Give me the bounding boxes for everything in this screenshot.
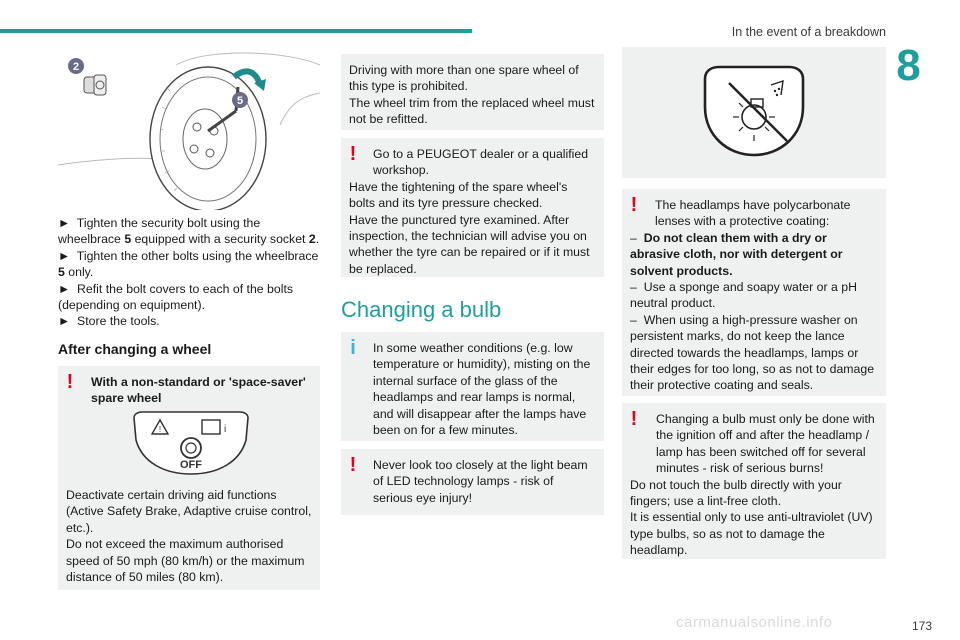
polycarbonate-bold-item: – Do not clean them with a dry or abrasive cloth, nor with detergent or solvent products. bbox=[630, 230, 843, 278]
dealer-warning-line-1: Have the tightening of the spare wheel's bolts and its tyre pressure checked. bbox=[349, 179, 568, 211]
callout-5-label: 5 bbox=[236, 95, 244, 107]
led-warning bbox=[341, 449, 604, 515]
polycarbonate-item-2: – When using a high-pressure washer on persistent marks, do not keep the lance directed towards the headlamps, lamps or their edges for too long, so as not to damage their protective coating and seals. bbox=[630, 312, 875, 393]
polycarbonate-first: The headlamps have polycarbonate lenses with a protective coating: bbox=[655, 198, 851, 229]
warning-icon: ! bbox=[66, 371, 74, 393]
svg-text:!: ! bbox=[158, 425, 162, 434]
step-3: ► Refit the bolt covers to each of the bolts (depending on equipment). bbox=[58, 281, 294, 313]
callout-2-label: 2 bbox=[72, 61, 80, 73]
spare-wheel-note bbox=[341, 54, 604, 130]
step-2: ► Tighten the other bolts using the wheelbrace 5 only. bbox=[58, 248, 319, 280]
spare-warning-line-1: Deactivate certain driving aid functions (Active Safety Brake, Adaptive cruise control, etc.). bbox=[66, 488, 312, 535]
warning-icon: ! bbox=[349, 143, 357, 165]
polycarbonate-item-1: – Use a sponge and soapy water or a pH neutral product. bbox=[630, 280, 857, 311]
warning-icon: ! bbox=[630, 408, 638, 430]
ignition-line-1: Do not touch the bulb directly with your fingers; use a lint-free cloth. bbox=[630, 477, 842, 509]
driving-aids-off-icon bbox=[130, 410, 252, 476]
wheel-bolt-illustration bbox=[58, 47, 320, 210]
dealer-warning-first: Go to a PEUGEOT dealer or a qualified workshop. bbox=[373, 147, 589, 178]
warning-icon: ! bbox=[349, 454, 357, 476]
spare-wheel-warning bbox=[58, 366, 320, 590]
off-label: OFF bbox=[180, 459, 202, 471]
dealer-warning bbox=[341, 138, 604, 277]
changing-bulb-title: Changing a bulb bbox=[341, 297, 502, 322]
chapter-number: 8 bbox=[896, 41, 921, 90]
step-4: ► Store the tools. bbox=[58, 314, 160, 329]
note-line-1: Driving with more than one spare wheel of this type is prohibited. bbox=[349, 63, 579, 94]
watermark: carmanualsonline.info bbox=[676, 614, 833, 631]
ignition-warning bbox=[622, 403, 886, 559]
no-abrasive-illustration-box bbox=[622, 47, 886, 178]
led-warning-text: Never look too closely at the light beam of LED technology lamps - risk of serious eye injury! bbox=[373, 458, 588, 505]
spare-warning-title: With a non-standard or 'space-saver' spare wheel bbox=[91, 375, 306, 406]
warning-icon: ! bbox=[630, 194, 638, 216]
header-accent-bar bbox=[0, 29, 472, 33]
security-socket-drawing bbox=[84, 75, 106, 95]
ignition-first: Changing a bulb must only be done with the ignition off and after the headlamp / lamp has been switched off for several minutes - risk of serious burns! bbox=[656, 412, 875, 476]
wheel-tightening-steps bbox=[58, 215, 320, 330]
polycarbonate-warning bbox=[622, 189, 886, 396]
no-abrasive-cleaning-icon bbox=[699, 59, 809, 159]
misting-info-text: In some weather conditions (e.g. low temperature or humidity), misting on the internal surface of the glass of the headlamps and rear lamps is normal, and will disappear after the lamps have been on for a few minutes. bbox=[373, 341, 591, 438]
misting-info bbox=[341, 332, 604, 441]
ignition-line-2: It is essential only to use anti-ultraviolet (UV) type bulbs, so as not to damage the headlamp. bbox=[630, 510, 873, 558]
info-icon: i bbox=[350, 337, 356, 359]
header-section-title: In the event of a breakdown bbox=[731, 25, 886, 39]
after-changing-heading: After changing a wheel bbox=[58, 341, 212, 357]
step-1: ► Tighten the security bolt using the wheelbrace 5 equipped with a security socket 2. bbox=[58, 216, 320, 247]
page-number: 173 bbox=[911, 618, 932, 633]
dealer-warning-line-2: Have the punctured tyre examined. After inspection, the technician will advise you on whether the tyre can be repaired or if it must be replaced. bbox=[349, 212, 590, 276]
spare-warning-line-2: Do not exceed the maximum authorised speed of 50 mph (80 km/h) or the maximum distance of 50 miles (80 km). bbox=[66, 537, 305, 585]
svg-text:i: i bbox=[224, 424, 227, 435]
note-line-2: The wheel trim from the replaced wheel must not be refitted. bbox=[349, 95, 595, 127]
